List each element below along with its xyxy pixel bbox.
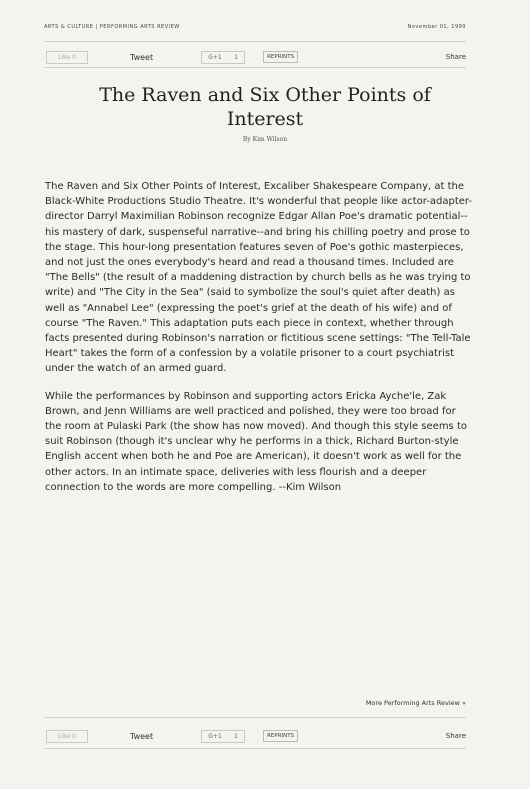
section-label: ARTS & CULTURE | PERFORMING ARTS REVIEW (44, 24, 180, 30)
gplus-icon: G+1 (208, 732, 222, 740)
share-bar-bottom (44, 728, 466, 744)
article-body (45, 179, 475, 507)
paragraph-2: While the performances by Robinson and supporting actors Ericka Ayche'le, Zak Brown, and Jenn Williams are well practiced and polished, they were too broad for the room at Pulaski Park (the show has now moved). And though this style seems to suit Robinson (though it's unclear why he performs in a thick, Richard Burton-style English accent when both he and Poe are American), it doesn't work as well for the other actors. In an intimate space, deliveries with less flourish and a deeper connection to the words are more compelling. --Kim Wilson (45, 390, 467, 493)
gplus-button[interactable] (201, 51, 245, 64)
like-button[interactable]: Like 0 (46, 730, 88, 743)
gplus-icon: G+1 (208, 53, 222, 61)
tweet-button[interactable]: Tweet (130, 52, 154, 62)
gplus-count: 1 (234, 732, 238, 740)
top-bar (44, 24, 466, 30)
share-bar-top (44, 49, 466, 65)
divider (44, 41, 466, 42)
divider (44, 748, 466, 749)
share-button[interactable]: Share (445, 53, 466, 61)
divider (44, 67, 466, 68)
divider (44, 717, 466, 718)
reprints-button[interactable]: REPRINTS (263, 51, 298, 63)
gplus-count: 1 (234, 53, 238, 61)
gplus-button[interactable] (201, 730, 245, 743)
article-title: The Raven and Six Other Points of Interest (99, 84, 431, 130)
paragraph-1: The Raven and Six Other Points of Interest, Excaliber Shakespeare Company, at the Black-White Productions Studio Theatre. It's wonderful that people like actor-adapter-director Darryl Maximilian Robinson recognize Edgar Allan Poe's dramatic potential--his mastery of dark, suspenseful narrative--and bring his chilling poetry and prose to the stage. This hour-long presentation features seven of Poe's gothic masterpieces, and not just the ones everybody's heard and read a thousand times. Included are "The Bells" (the result of a maddening distraction by church bells as he was trying to write) and "The City in the Sea" (said to symbolize the soul's quiet after death) as well as "Annabel Lee" (expressing the poet's grief at the death of his wife) and of course "The Raven." This adaptation puts each piece in context, whether through facts presented during Robinson's narration or fictitious scene settings: "The Tell-Tale Heart" takes the form of a confession by a volatile prisoner to a court psychiatrist under the watch of an armed guard. (45, 181, 472, 375)
reprints-button[interactable]: REPRINTS (263, 730, 298, 742)
more-reviews-link[interactable]: More Performing Arts Review » (365, 699, 466, 707)
tweet-button[interactable]: Tweet (130, 731, 154, 741)
like-button[interactable]: Like 0 (46, 51, 88, 64)
byline: By Kim Wilson (242, 136, 288, 143)
share-button[interactable]: Share (445, 732, 466, 740)
date-label: November 01, 1999 (407, 24, 466, 30)
